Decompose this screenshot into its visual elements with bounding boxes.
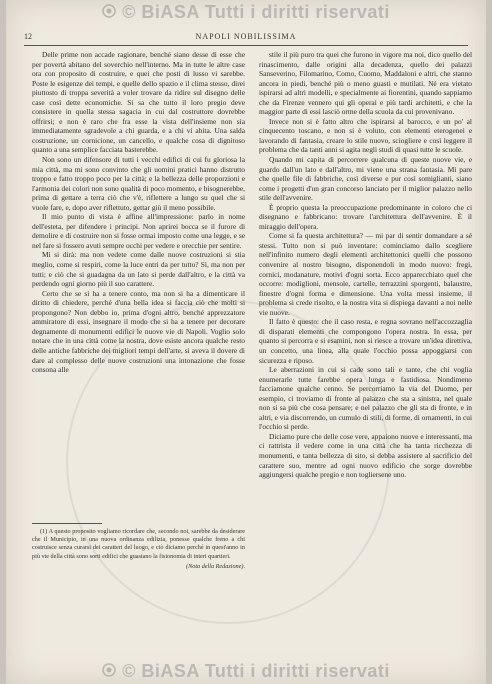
- document-page: [6, 0, 486, 684]
- footnote-rule: [32, 523, 102, 524]
- paragraph: È proprio questa la preoccupazione predominante in coloro che ci disegnano e fabbricano: trovare l'architettura dell'avvenire. È il miraggio dell'opera.: [259, 202, 472, 231]
- paragraph: Quando mi capita di percorrere qualcuna di queste nuove vie, e guardo dall'un lato e dall'altro, mi viene una strana fantasia. Mi pare che quelle file di fabbriche, così diverse e pur così somiglianti, siano come i progetti d'un gran concorso lanciato per il miglior palazzo nello stile dell'avvenire.: [259, 155, 472, 203]
- watermark-bottom: [0, 661, 492, 682]
- biasa-seal-icon: [102, 661, 116, 682]
- paragraph: Il fatto è questo: che il caso resta, e regna sovrano nell'accozzaglia di disparati elementi che compongono l'opera nostra. In essa, per quanto si percorra e si esamini, non si riesce a trovare un'idea direttiva, un concetto, una linea, alla quale l'occhio possa appoggiarsi con sicurezza e riposo.: [259, 317, 472, 365]
- paragraph: Invece non si è fatto altro che ispirarsi al barocco, e un po' al cinquecento toscano, e non si è voluto, con elementi eterogenei e lavorando di fantasia, creare lo stile nuovo, sciogliere e così leggere il problema che da tanti anni si agita negli studi di quasi tutte le scuole.: [259, 116, 472, 155]
- watermark-top: [0, 2, 492, 23]
- biasa-seal-icon: [102, 2, 116, 23]
- header-rule: [24, 45, 468, 46]
- paragraph: Le aberrazioni in cui si cade sono tali e tante, che chi voglia enumerarle tutte farebbe opera lunga e fastidiosa. Nondimeno facciamone qualche cenno. Se percorriamo la via del Duomo, per esempio, ci troviamo di fronte al palazzo che sta a sinistra, nel quale non si sa più che cosa pensare; e nel palazzo che gli sta di fronte, e in altri, e via discorrendo, un cumulo di stili, di forme, di ornamenti, in cui l'occhio si perde.: [259, 365, 472, 432]
- footnote-text: (1) A questo proposito vogliamo ricordare che, secondo noi, sarebbe da desiderare che il Municipio, in una nuova ordinanza edilizia, ponesse qualche freno a chi costruisce senza curarsi dei caratteri del luogo, e ciò diciamo perché in quest'anno in più vie della città sono sorti edifici che guastano la fisionomia di interi quartieri.: [32, 528, 245, 560]
- footnote: [32, 528, 245, 638]
- paragraph: Mi si dirà: ma non vedete come dalle nuove costruzioni si stia meglio, come si respiri, come la luce entri da per tutto? Sì, ma non per tutti; e ciò che si guadagna da un lato si perde dall'altro, e la città va perdendo ogni giorno più il suo carattere.: [32, 250, 245, 289]
- paragraph: Il mio punto di vista è affine all'impressione: parlo in nome dell'esteta, per difendere i principi. Non aprirei bocca se il furore di demolire e di costruire non si fosse ormai imposto come una legge, e se nel fare si fossero avuti sempre occhi per vedere e orecchie per sentire.: [32, 212, 245, 250]
- watermark-text: © BiASA Tutti i diritti riservati: [122, 2, 390, 22]
- running-header: [24, 32, 468, 44]
- paragraph: Delle prime non accade ragionare, benché siano desse di esse che per povertà abitano del soverchio nell'interno. Ma in tutte le altre case ora con proposito di costruire, e quei che posti di lusso vi sarebbe. Poste le esigenze dei tempi, e quelle dello spazio e il clima stesso, direi piuttosto di troppa severità a voler trovare da ridire sul disegno delle case così dette economiche. Si sa che tutto il loro pregio deve consistere in quella stessa sagacia in cui dal costruttore dovrebbe offrirsi; e non è raro che fra esse la vista dell'insieme non sia immediatamente sgradevole a chi guarda, e a chi vi abita. Una salda costruzione, un cornicione, un cancello, e qualche cosa di dignitoso quanto a una semplice facciata basterebbe.: [32, 50, 245, 155]
- paragraph: Come si fa questa architettura? — mi par di sentir domandare a sé stessi. Tutto non si può inventare: cominciamo dallo scegliere nell'infinito numero degli elementi architettonici quelli che possono convenire al nostro bisogno, disponendoli in modo nuovo: fregi, cornici, modanature, motivi d'ogni sorta. Ecco apparecchiato quel che occorre: modiglioni, mensole, cartelle, terrazzini sporgenti, balaustre, finestre d'ogni forma e dimensione. Una volta messi insieme, il problema si crede risolto, e la nostra vita si dispiega davanti a noi nelle vie nuove.: [259, 231, 472, 317]
- paragraph: stile il più puro tra quei che furono in vigore ma noi, dico quello del rinascimento, dalle origini alla decadenza, quello dei palazzi Sanseverino, Filomarino, Como, Cuomo, Maddaloni e altri, che stanno ancora in piedi, benché più o meno guasti e mutilati. Né era vietato ispirarsi ad altri modelli, e specialmente ai fiorentini, quando sappiamo che da Firenze vennero qui gli operai e più tardi architetti, e che la maggior parte di essi lasciò orme della scuola da cui provenivano.: [259, 50, 472, 117]
- paragraph: Diciamo pure che delle cose vere, appaiono nuove e interessanti, ma ci rattrista il vedere come in una città che ha tanta ricchezza di monumenti, e tanta bellezza di sito, si debba assistere al sacrificio del carattere suo, mentre ad ogni nuovo edificio che sorge dovrebbe aggiungersi qualche pregio e non togliersene uno.: [259, 431, 472, 480]
- left-column: [32, 50, 245, 520]
- paragraph: Certo che se si ha a tenere conto, ma non si ha a dimenticare il diritto di chiedere, perché d'una bella idea si faccia ciò che molti si propongono? Non debbo io, prima d'ogni altro, benché apprezzatore ammiratore di essi, insegnare il modo che si ha a tenere per decorare degnamente di monumenti edifici le nuove vie di Napoli. Voglio solo notare che in una città come la nostra, dove esiste ancora qualche resto delle antiche fabbriche dei migliori tempi dell'arte, si aveva il dovere di dare al complesso delle nuove costruzioni una intonazione che fosse consona alle: [32, 288, 245, 375]
- right-column: [259, 50, 472, 648]
- page-number: 12: [24, 32, 32, 41]
- watermark-text: © BiASA Tutti i diritti riservati: [122, 661, 390, 681]
- running-title: NAPOLI NOBILISSIMA: [195, 32, 297, 41]
- paragraph: Non sono un difensore di tutti i vecchi edifici di cui fu gloriosa la mia città, ma mi sono convinto che gli uomini pratici hanno distrutto troppo e fatto troppo poco per la città; e la bellezza delle proporzioni e l'armonia dei colori non sono qualità di poco momento, e bisognerebbe, prima di gettare a terra ciò che v'è, riflettere a lungo su quel che si vuole fare, e, dopo aver riflettuto, gettar giù il meno possibile.: [32, 155, 245, 212]
- footnote-signature: (Nota della Redazione).: [186, 562, 245, 570]
